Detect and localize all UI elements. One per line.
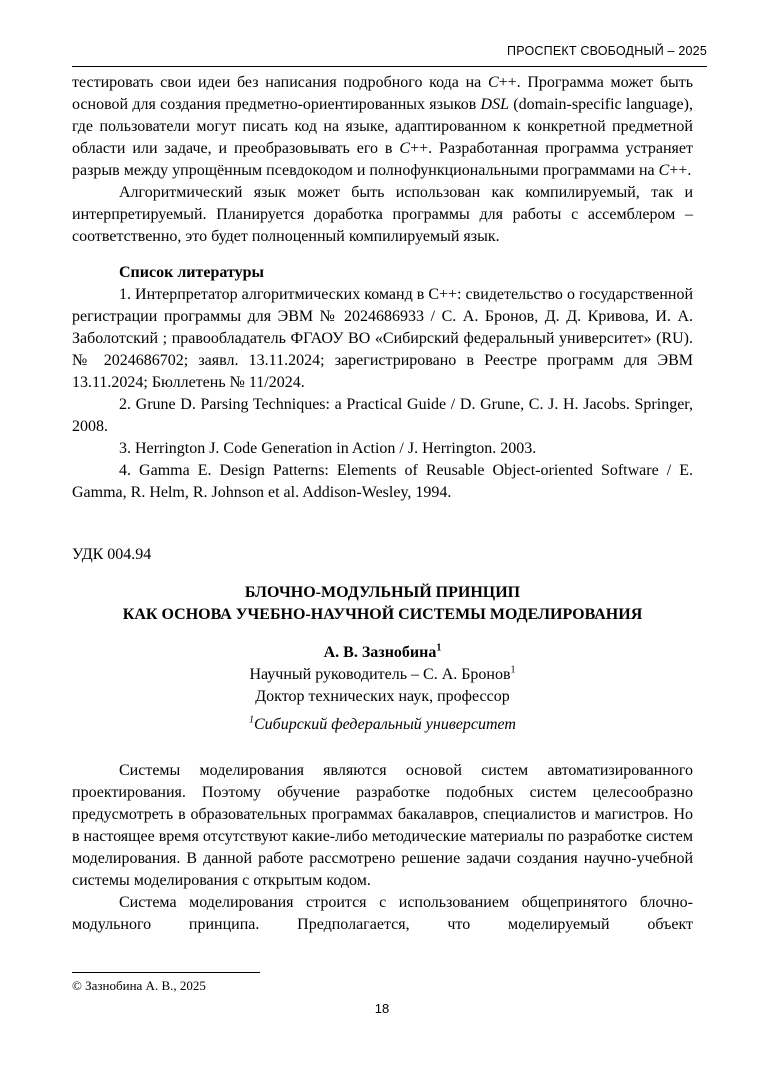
references-heading: Список литературы <box>119 264 264 281</box>
reference-item: 4. Gamma E. Design Patterns: Elements of Reusable Object-oriented Software / E. Gamma, R. Helm, R. Johnson et al. Addison-Wesley, 1994. <box>72 462 693 501</box>
reference-item: 2. Grune D. Parsing Techniques: a Practical Guide / D. Grune, C. J. H. Jacobs. Springer, 2008. <box>72 396 693 435</box>
body-text <box>72 72 693 936</box>
udk-code: УДК 004.94 <box>72 546 152 563</box>
reference-item: 1. Интерпретатор алгоритмических команд в C++: свидетельство о государственной регистрации программы для ЭВМ № 2024686933 / С. А. Бронов, Д. Д. Кривова, И. А. Заболотский ; правообладатель ФГАОУ ВО «Сибирский федеральный университет» (RU). № 2024686702; заявл. 13.11.2024; зарегистрировано в Реестре программ для ЭВМ 13.11.2024; Бюллетень № 11/2024. <box>72 286 693 391</box>
supervisor: Научный руководитель – С. А. Бронов$^1$ <box>249 664 516 683</box>
continuation-paragraph: тестировать свои идеи без написания подробного кода на C++. Программа может быть основой для создания предметно-ориентированных языков DSL (domain-specific language), где пользователи могут писать код на языке, адаптированном к конкретной предметной области или задаче, и преобразовывать его в C++. Разработанная программа устраняет разрыв между упрощённым псевдокодом и полнофункциональными программами на C++. <box>72 74 694 179</box>
article-title-line: БЛОЧНО-МОДУЛЬНЫЙ ПРИНЦИП <box>244 584 521 601</box>
article-paragraph: Системы моделирования являются основой систем автоматизированного проектирования. Поэтому обучение разработке подобных систем целесообразно предусмотреть в образовательных программах бакалавров, специалистов и магистров. Но в настоящее время отсутствуют какие-либо методические материалы по разработке систем моделирования. В данной работе рассмотрено решение задачи создания научно-учебной системы моделирования с открытым кодом. <box>72 762 693 889</box>
footnote-rule <box>72 972 260 973</box>
author-name: А. В. Зазнобина$^1$ <box>323 642 442 661</box>
running-header: ПРОСПЕКТ СВОБОДНЫЙ – 2025 <box>507 44 707 58</box>
reference-item: 3. Herrington J. Code Generation in Action / J. Herrington. 2003. <box>119 440 537 457</box>
copyright-footnote: © Зазнобина А. В., 2025 <box>72 978 206 993</box>
article-title <box>72 582 693 626</box>
page-number: 18 <box>374 1001 390 1016</box>
continuation-paragraph-2: Алгоритмический язык может быть использован как компилируемый, так и интерпретируемый. Планируется доработка программы для работы с ассемблером – соответственно, это будет полноценный компилируемый язык. <box>72 184 693 245</box>
header-rule <box>72 66 707 67</box>
article-title-line: КАК ОСНОВА УЧЕБНО-НАУЧНОЙ СИСТЕМЫ МОДЕЛИРОВАНИЯ <box>122 606 643 623</box>
affiliation: $^1$Сибирский федеральный университет <box>249 714 516 733</box>
article-paragraph: Система моделирования строится с использованием общепринятого блочно-модульного принципа. Предполагается, что моделируемый объект <box>72 894 693 933</box>
supervisor-title: Доктор технических наук, профессор <box>255 688 510 705</box>
